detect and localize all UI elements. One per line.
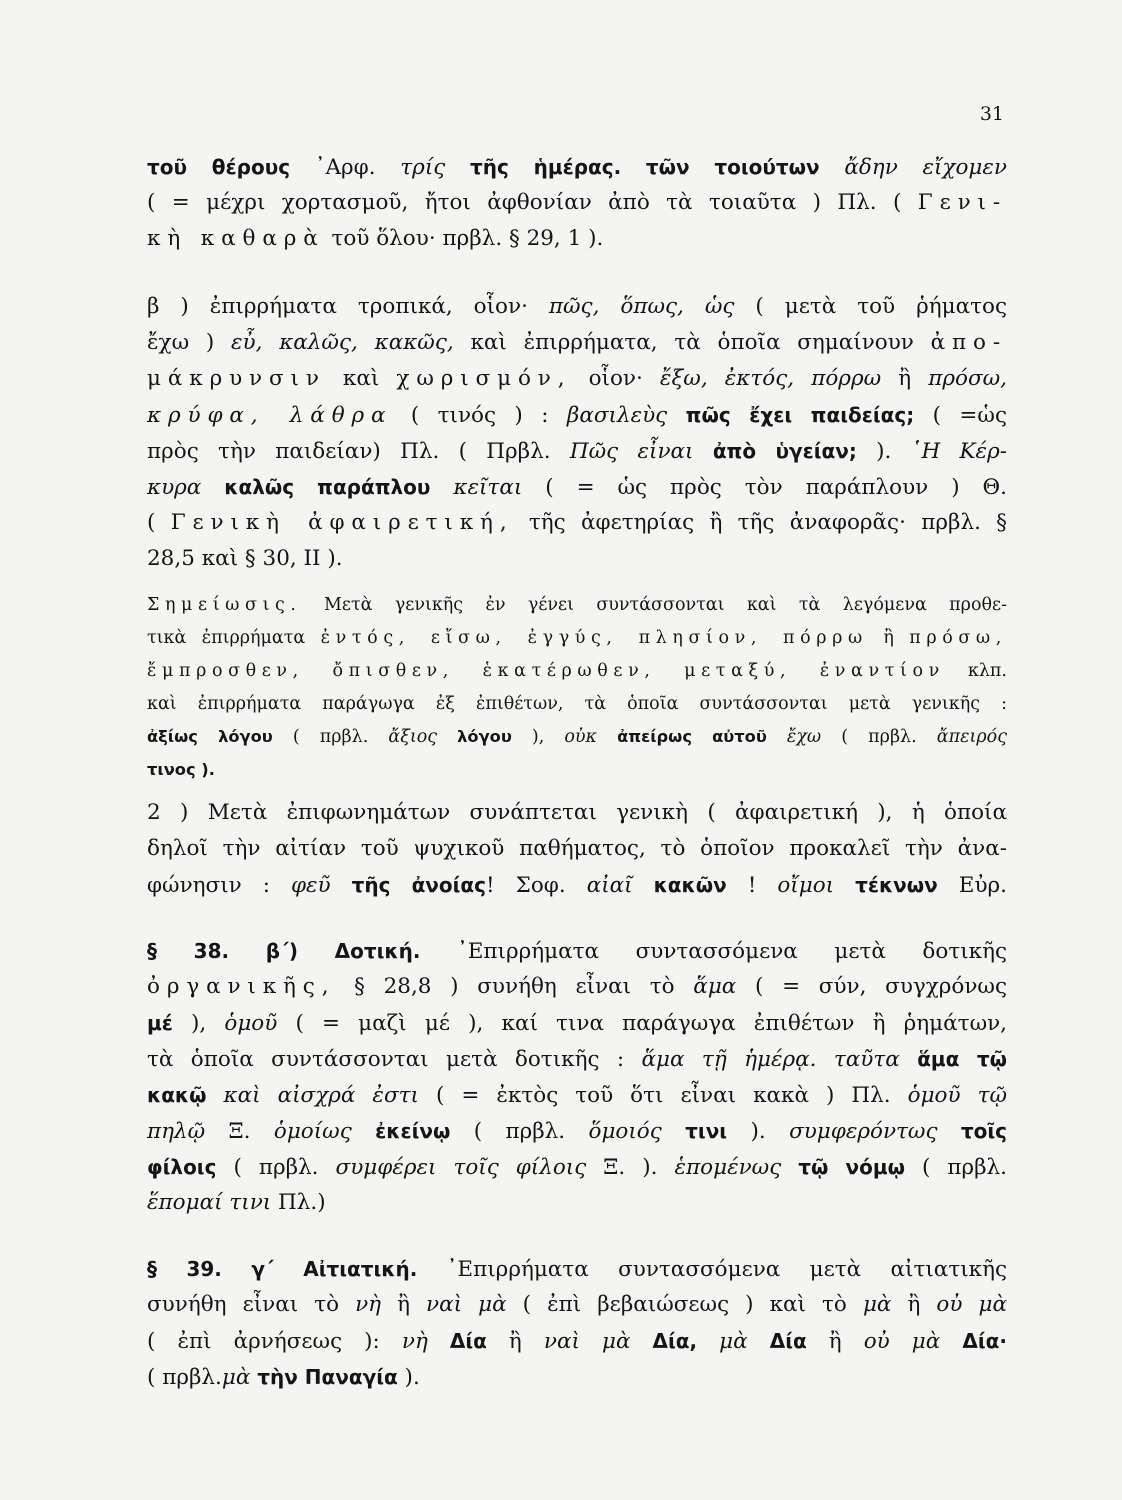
text-segment: πῶς ἔχει παιδείας;	[685, 403, 915, 427]
text-segment: ὁμοῦ τῷ	[907, 1083, 1007, 1108]
text-segment	[633, 873, 654, 898]
text-segment: βασιλεὺς	[566, 403, 668, 428]
text-segment: τῷ νόμῳ	[798, 1155, 905, 1179]
text-segment: κεῖται	[453, 475, 523, 500]
text-segment: ἢ	[486, 1329, 544, 1354]
text-segment: τικὰ ἐπιρρήματα	[147, 628, 321, 648]
text-line	[147, 328, 1007, 358]
text-segment: οἷον·	[571, 366, 660, 391]
text-segment: Δία,	[652, 1329, 698, 1353]
text-line	[147, 870, 1007, 901]
text-segment: ( μετὰ τοῦ ῥήματος	[734, 294, 1007, 319]
text-line	[147, 1116, 1007, 1147]
text-segment	[201, 475, 224, 500]
text-line	[147, 689, 1007, 719]
text-line	[147, 364, 1007, 394]
text-line	[147, 755, 1007, 785]
text-segment	[940, 1329, 962, 1354]
text-segment: καὶ ἐπιρρήματα, τὰ ὁποῖα σημαίνουν	[453, 330, 931, 355]
text-segment: κακῷ	[147, 1083, 207, 1107]
text-line	[147, 1290, 1007, 1320]
text-segment: Ξ. ).	[586, 1155, 675, 1180]
text-segment	[697, 1329, 719, 1354]
text-segment	[207, 1083, 224, 1108]
text-segment: ( πρβλ.	[904, 1155, 1007, 1180]
text-segment	[690, 155, 715, 180]
text-segment: καὶ ἐπιρρήματα παράγωγα ἐξ ἐπιθέτων, τὰ ὁποῖα συντάσσονται μετὰ γενικῆς :	[147, 694, 1007, 714]
text-segment: ῾Η Κέρ-	[910, 439, 1007, 464]
text-segment: Πλ.)	[271, 1190, 326, 1215]
text-segment: οἴμοι	[777, 873, 835, 898]
text-segment: ).	[856, 439, 911, 464]
text-segment: ),	[511, 727, 565, 747]
text-line	[147, 1080, 1007, 1111]
text-segment: τῆς ἡμέρας.	[470, 155, 622, 179]
text-line	[147, 1044, 1007, 1075]
text-segment: ).	[397, 1365, 420, 1390]
text-segment: ἢ	[867, 628, 910, 648]
text-segment: κρύφα, λάθρα	[147, 403, 393, 428]
text-segment: ( = σύν, συγχρόνως	[736, 974, 1007, 999]
text-segment: τοῖς	[960, 1119, 1007, 1143]
text-segment: μάκρυνσιν	[147, 366, 326, 391]
text-segment: § 28,8 ) συνήθη εἶναι τὸ	[335, 974, 694, 999]
text-segment: (	[147, 510, 171, 535]
text-segment	[430, 475, 453, 500]
text-segment: φίλοις	[147, 1155, 217, 1179]
text-segment: ἐντός, εἴσω, ἐγγύς, πλησίον, πόρρω	[320, 628, 868, 648]
text-segment: τρίς	[400, 155, 446, 180]
text-segment: ἄδην εἴχομεν	[844, 155, 1007, 180]
text-segment	[694, 439, 713, 464]
text-segment: χωρισμόν,	[396, 366, 572, 391]
text-segment: καὶ	[325, 366, 397, 391]
text-segment	[428, 1329, 450, 1354]
text-segment: πρὸς τὴν παιδείαν) Πλ. ( Πρβλ.	[147, 439, 570, 464]
text-segment: ἀπείρως αὐτοῦ	[617, 727, 767, 746]
text-segment: ( πρβλ.	[216, 1155, 336, 1180]
text-segment: οὐ μὰ	[936, 1292, 1007, 1317]
text-segment: ( = ὡς πρὸς τὸν παράπλουν ) Θ.	[522, 475, 1007, 500]
text-segment: Γενι-	[917, 190, 1007, 215]
text-segment: Μετὰ γενικῆς ἐν γένει συντάσσονται καὶ τὰ λεγόμενα προθε-	[301, 595, 1007, 615]
text-segment: ( = ἐκτὸς τοῦ ὅτι εἶναι κακὰ ) Πλ.	[418, 1083, 908, 1108]
text-segment: ὀργανικῆς,	[147, 974, 336, 999]
text-segment: Γενικὴ ἀφαιρετική,	[170, 510, 514, 535]
text-segment: εὖ, καλῶς, κακῶς,	[231, 330, 454, 355]
text-segment: ! Σοφ.	[486, 873, 587, 898]
text-line	[147, 1008, 1007, 1039]
text-segment: ἢ	[881, 366, 929, 391]
text-segment: ὁμοίως	[273, 1119, 352, 1144]
text-segment: μὰ	[221, 1365, 251, 1390]
text-segment: καλῶς παράπλου	[224, 475, 431, 499]
text-segment	[781, 1155, 798, 1180]
text-segment: ( ἐπὶ ἀρνήσεως ):	[147, 1329, 402, 1354]
text-segment: πρόσω,	[928, 366, 1007, 391]
text-segment: νὴ	[355, 1292, 382, 1317]
text-segment: τῆς ἀφετηρίας ἢ τῆς ἀναφορᾶς· πρβλ. §	[513, 510, 1007, 535]
text-segment: ( ἐπὶ βεβαιώσεως ) καὶ τὸ	[506, 1292, 863, 1317]
text-segment	[445, 155, 470, 180]
text-line	[147, 152, 1007, 183]
text-segment: Ξ.	[205, 1119, 274, 1144]
text-segment: τὰ ὁποῖα συντάσσονται μετὰ δοτικῆς :	[147, 1047, 642, 1072]
text-segment: β ) ἐπιρρήματα τροπικά, οἷον·	[147, 294, 549, 319]
text-segment: ἔχω	[786, 727, 822, 747]
text-segment: ἀξίως λόγου	[147, 727, 273, 746]
text-segment: 28,5 καὶ § 30, II ).	[147, 546, 343, 571]
text-segment: κλπ.	[944, 661, 1007, 681]
text-line	[147, 472, 1007, 503]
text-segment: μέ	[147, 1011, 173, 1035]
text-segment: πρόσω,	[909, 628, 1007, 648]
text-segment	[352, 1119, 375, 1144]
text-line	[147, 1326, 1007, 1357]
text-line	[147, 436, 1007, 467]
text-segment: ναὶ μὰ	[543, 1329, 631, 1354]
text-segment: ).	[727, 1119, 790, 1144]
text-line	[147, 656, 1007, 686]
text-segment	[597, 727, 617, 747]
text-segment: Σημείωσις.	[147, 595, 302, 615]
text-line	[147, 224, 1007, 254]
text-segment: ἢ	[381, 1292, 427, 1317]
text-segment: ἔχω )	[147, 330, 231, 355]
text-segment: ( πρβλ.	[821, 727, 937, 747]
text-segment: ),	[172, 1011, 225, 1036]
text-segment: ὁμοῦ	[224, 1011, 278, 1036]
text-segment: τέκνων	[855, 873, 938, 897]
text-segment: ἅμα	[693, 974, 737, 999]
text-line	[147, 972, 1007, 1002]
text-segment: καὶ αἰσχρά ἐστι	[223, 1083, 419, 1108]
text-line	[147, 722, 1007, 752]
text-segment: ἅμα τῇ ἡμέρᾳ. ταῦτα	[641, 1047, 900, 1072]
text-segment	[621, 155, 646, 180]
text-segment	[767, 727, 787, 747]
text-segment: φώνησιν :	[147, 873, 291, 898]
text-segment: πῶς, ὅπως, ὡς	[548, 294, 735, 319]
text-line	[147, 834, 1007, 864]
text-segment: ναὶ μὰ	[426, 1292, 507, 1317]
text-segment: ( τινός ) :	[392, 403, 567, 428]
text-segment	[900, 1047, 917, 1072]
page-number: 31	[979, 103, 1004, 125]
text-segment: ἄπειρός	[936, 727, 1007, 747]
text-segment: τοιούτων	[714, 155, 820, 179]
text-segment	[748, 1329, 770, 1354]
text-line	[147, 400, 1007, 431]
text-segment: συμφέρει τοῖς φίλοις	[335, 1155, 587, 1180]
text-segment: ᾽Επιρρήματα συντασσόμενα μετὰ δοτικῆς	[420, 939, 1007, 964]
text-segment: 2 ) Μετὰ ἐπιφωνημάτων συνάπτεται γενικὴ ( ἀφαιρετική ), ἡ ὁποία	[147, 800, 1007, 825]
text-segment: πηλῷ	[147, 1119, 206, 1144]
text-line	[147, 508, 1007, 538]
text-line	[147, 590, 1007, 620]
text-segment: Δία	[449, 1329, 487, 1353]
text-line	[147, 292, 1007, 322]
text-segment	[331, 873, 352, 898]
text-segment	[662, 1119, 685, 1144]
text-segment	[834, 873, 855, 898]
text-segment: τοῦ ὅλου· πρβλ. § 29, 1 ).	[324, 226, 604, 251]
text-segment: δηλοῖ τὴν αἰτίαν τοῦ ψυχικοῦ παθήματος, τὸ ὁποῖον προκαλεῖ τὴν ἀνα-	[147, 836, 1007, 861]
text-segment: κὴ καθαρὰ	[147, 226, 325, 251]
text-segment: ἔξω, ἐκτός, πόρρω	[659, 366, 882, 391]
text-segment: τινι	[685, 1119, 728, 1143]
text-line	[147, 1254, 1007, 1285]
text-line	[147, 798, 1007, 828]
text-segment	[667, 403, 685, 428]
text-line	[147, 544, 1007, 574]
text-segment: ᾽Αρφ.	[290, 155, 401, 180]
text-segment	[630, 1329, 652, 1354]
text-line	[147, 1362, 1007, 1393]
text-segment: ᾽Επιρρήματα συντασσόμενα μετὰ αἰτιατικῆς	[417, 1257, 1007, 1282]
text-segment: ἄξιος	[388, 727, 438, 747]
text-segment: τῶν	[645, 155, 690, 179]
text-segment: οὐκ	[564, 727, 598, 747]
text-segment: ( = μέχρι χορτασμοῦ, ἤτοι ἀφθονίαν ἀπὸ τὰ τοιαῦτα ) Πλ. (	[147, 190, 918, 215]
text-segment: τινος ).	[147, 760, 215, 779]
text-segment: συνήθη εἶναι τὸ	[147, 1292, 356, 1317]
text-segment: ἔμπροσθεν, ὄπισθεν, ἑκατέρωθεν, μεταξύ, ἐναντίον	[147, 661, 945, 681]
text-line	[147, 1152, 1007, 1183]
text-segment: ἀπὸ ὑγείαν;	[712, 439, 857, 463]
text-segment: τοῦ θέρους	[147, 155, 291, 179]
text-segment: τῆς ἀνοίας	[351, 873, 487, 897]
text-segment: κυρα	[147, 475, 202, 500]
text-segment: Δία·	[962, 1329, 1007, 1353]
text-segment	[938, 1119, 961, 1144]
text-segment: ὅμοιός	[588, 1119, 662, 1144]
text-segment: μὰ	[862, 1292, 892, 1317]
text-segment: ἀπο-	[930, 330, 1007, 355]
text-segment: ἑπομένως	[674, 1155, 782, 1180]
text-segment: § 39. γ΄ Αἰτιατική.	[147, 1257, 418, 1281]
text-segment: ( πρβλ.	[450, 1119, 589, 1144]
text-segment: νὴ	[401, 1329, 428, 1354]
text-segment: ἢ	[891, 1292, 937, 1317]
text-segment: κακῶν	[653, 873, 727, 897]
text-line	[147, 188, 1007, 218]
text-segment: Πῶς εἶναι	[569, 439, 694, 464]
text-line	[147, 623, 1007, 653]
text-segment	[437, 727, 457, 747]
text-segment: ἕπομαί τινι	[147, 1190, 272, 1215]
text-segment: φεῦ	[290, 873, 331, 898]
text-segment: οὐ μὰ	[863, 1329, 941, 1354]
text-segment: μὰ	[719, 1329, 748, 1354]
text-segment: ἐκείνῳ	[375, 1119, 451, 1143]
text-segment: ( = μαζὶ μέ ), καί τινα παράγωγα ἐπιθέτων ἢ ῥημάτων,	[277, 1011, 1007, 1036]
text-segment: § 38. β΄) Δοτική.	[147, 939, 421, 963]
text-segment: ( =ὡς	[914, 403, 1007, 428]
text-segment: λόγου	[457, 727, 512, 746]
text-line	[147, 936, 1007, 967]
text-segment: αἰαῖ	[586, 873, 633, 898]
text-segment: ἢ	[806, 1329, 864, 1354]
text-segment: ( πρβλ.	[272, 727, 389, 747]
text-segment: συμφερόντως	[789, 1119, 938, 1144]
text-segment: ( πρβλ.	[147, 1365, 222, 1390]
text-segment: ἅμα τῷ	[917, 1047, 1007, 1071]
text-line	[147, 1188, 1007, 1218]
text-segment: τὴν Παναγία	[257, 1365, 398, 1389]
text-segment	[820, 155, 845, 180]
text-segment: Δία	[769, 1329, 807, 1353]
text-segment: Εὐρ.	[937, 873, 1007, 898]
text-segment: !	[726, 873, 778, 898]
